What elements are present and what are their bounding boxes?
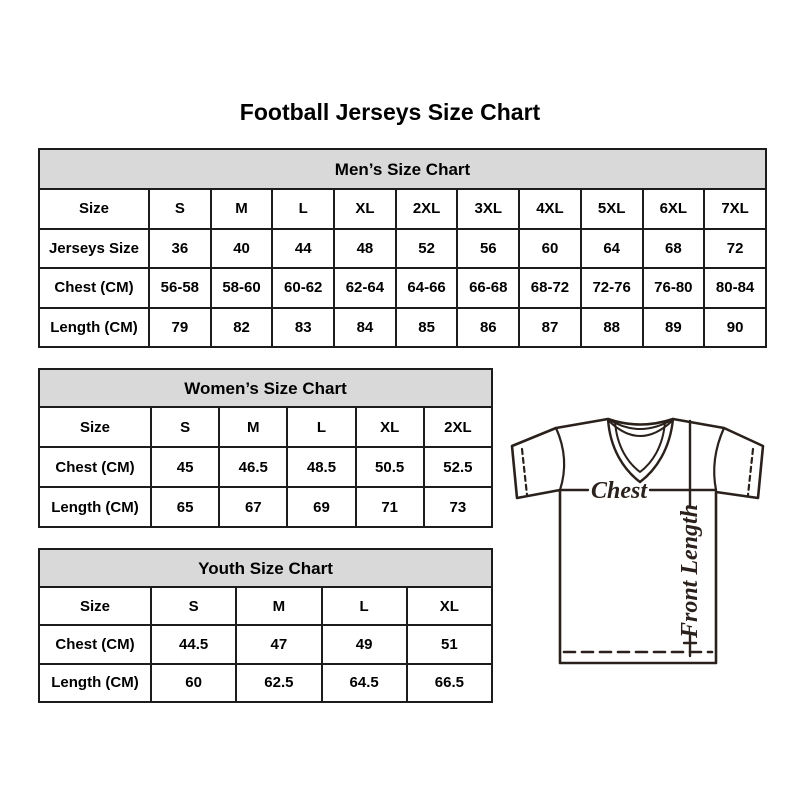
row-label: Size (39, 189, 149, 229)
cell-value: 48.5 (287, 447, 355, 487)
cell-value: M (211, 189, 273, 229)
page-title: Football Jerseys Size Chart (239, 99, 541, 125)
row-label: Length (CM) (39, 487, 151, 527)
cell-value: 83 (272, 308, 334, 348)
cell-value: 56-58 (149, 268, 211, 308)
cell-value: 72 (704, 229, 766, 269)
cell-value: 60 (519, 229, 581, 269)
cell-value: 60 (151, 664, 236, 702)
mens-size-chart (38, 148, 767, 348)
cell-value: M (236, 587, 321, 625)
mens-chart-title: Men’s Size Chart (38, 148, 767, 190)
right-armhole-seam (714, 428, 724, 490)
cell-value: L (322, 587, 407, 625)
cell-value: 49 (322, 625, 407, 663)
table-row (39, 407, 492, 447)
cell-value: 64 (581, 229, 643, 269)
table-row (39, 447, 492, 487)
cell-value: 56 (457, 229, 519, 269)
table-row (39, 268, 766, 308)
table-row (39, 229, 766, 269)
cell-value: M (219, 407, 287, 447)
cell-value: 67 (219, 487, 287, 527)
table-row (39, 189, 766, 229)
cell-value: S (151, 407, 219, 447)
table-row (39, 587, 492, 625)
cell-value: 72-76 (581, 268, 643, 308)
cell-value: XL (356, 407, 424, 447)
row-label: Chest (CM) (39, 625, 151, 663)
cell-value: 79 (149, 308, 211, 348)
mens-table (38, 188, 767, 348)
cell-value: 84 (334, 308, 396, 348)
womens-table (38, 406, 493, 528)
cell-value: 90 (704, 308, 766, 348)
cell-value: 52 (396, 229, 458, 269)
cell-value: S (149, 189, 211, 229)
chest-label: Chest (590, 478, 648, 504)
cell-value: 36 (149, 229, 211, 269)
cell-value: 60-62 (272, 268, 334, 308)
cell-value: 51 (407, 625, 492, 663)
cell-value: 47 (236, 625, 321, 663)
front-length-label: Front Length (677, 503, 703, 639)
cell-value: 62-64 (334, 268, 396, 308)
cell-value: 82 (211, 308, 273, 348)
table-row (39, 664, 492, 702)
cell-value: 66-68 (457, 268, 519, 308)
cell-value: 88 (581, 308, 643, 348)
cell-value: 3XL (457, 189, 519, 229)
cell-value: 66.5 (407, 664, 492, 702)
row-label: Size (39, 587, 151, 625)
cell-value: XL (334, 189, 396, 229)
table-row (39, 487, 492, 527)
cell-value: 68-72 (519, 268, 581, 308)
cell-value: 2XL (424, 407, 492, 447)
cell-value: XL (407, 587, 492, 625)
right-cuff-dashed-line (748, 449, 753, 495)
left-armhole-seam (556, 428, 564, 490)
row-label: Length (CM) (39, 664, 151, 702)
cell-value: 52.5 (424, 447, 492, 487)
womens-chart-title: Women’s Size Chart (38, 368, 493, 408)
cell-value: 68 (643, 229, 705, 269)
cell-value: 4XL (519, 189, 581, 229)
cell-value: 73 (424, 487, 492, 527)
cell-value: 45 (151, 447, 219, 487)
cell-value: 44 (272, 229, 334, 269)
cell-value: 7XL (704, 189, 766, 229)
cell-value: 6XL (643, 189, 705, 229)
jersey-outline (512, 419, 763, 663)
cell-value: 69 (287, 487, 355, 527)
jersey-diagram (497, 397, 769, 689)
cell-value: 48 (334, 229, 396, 269)
cell-value: 40 (211, 229, 273, 269)
cell-value: 5XL (581, 189, 643, 229)
row-label: Length (CM) (39, 308, 149, 348)
cell-value: 85 (396, 308, 458, 348)
row-label: Size (39, 407, 151, 447)
cell-value: 80-84 (704, 268, 766, 308)
cell-value: 46.5 (219, 447, 287, 487)
cell-value: S (151, 587, 236, 625)
cell-value: 62.5 (236, 664, 321, 702)
cell-value: L (272, 189, 334, 229)
row-label: Jerseys Size (39, 229, 149, 269)
cell-value: 87 (519, 308, 581, 348)
cell-value: 89 (643, 308, 705, 348)
cell-value: 58-60 (211, 268, 273, 308)
table-row (39, 308, 766, 348)
cell-value: 76-80 (643, 268, 705, 308)
womens-size-chart (38, 368, 493, 528)
cell-value: L (287, 407, 355, 447)
cell-value: 64-66 (396, 268, 458, 308)
cell-value: 65 (151, 487, 219, 527)
cell-value: 44.5 (151, 625, 236, 663)
cell-value: 2XL (396, 189, 458, 229)
row-label: Chest (CM) (39, 447, 151, 487)
cell-value: 64.5 (322, 664, 407, 702)
youth-table (38, 586, 493, 703)
table-row (39, 625, 492, 663)
cell-value: 86 (457, 308, 519, 348)
youth-chart-title: Youth Size Chart (38, 548, 493, 588)
left-cuff-dashed-line (522, 449, 527, 495)
cell-value: 71 (356, 487, 424, 527)
cell-value: 50.5 (356, 447, 424, 487)
youth-size-chart (38, 548, 493, 703)
row-label: Chest (CM) (39, 268, 149, 308)
